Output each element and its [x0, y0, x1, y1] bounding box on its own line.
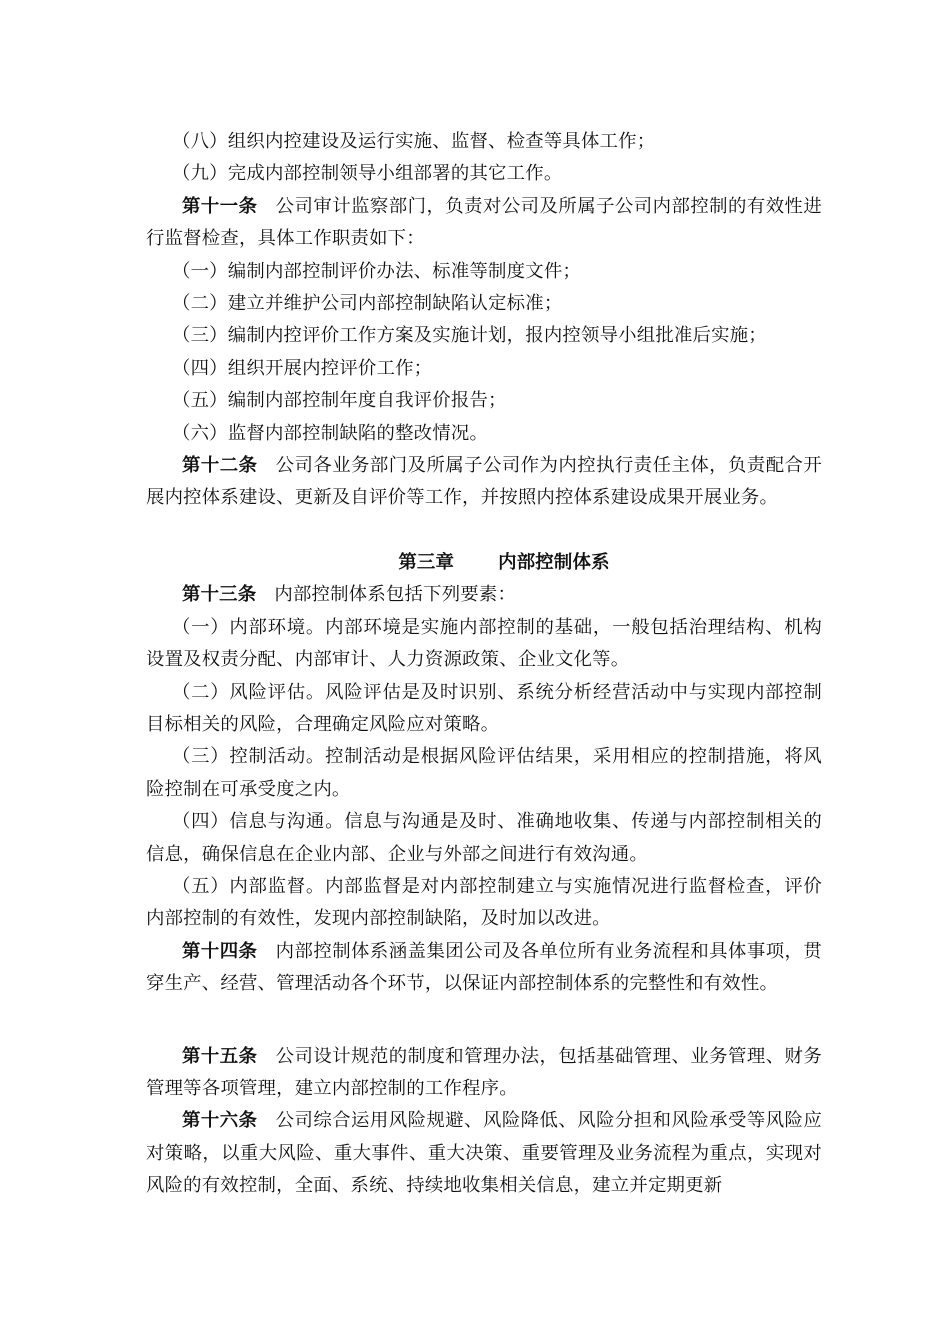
chapter-heading: [146, 547, 822, 579]
article-label: 第十二条: [182, 455, 258, 477]
article-13: [146, 579, 822, 611]
paragraph: （八）组织内控建设及运行实施、监督、检查等具体工作；: [172, 131, 656, 152]
document-page: [146, 126, 822, 1203]
article-16: [146, 1105, 822, 1202]
article-label: 第十四条: [182, 940, 258, 962]
chapter-number: 第三章: [398, 551, 455, 573]
list-item: （六）监督内部控制缺陷的整改情况。: [172, 422, 489, 444]
article-text: 内部控制体系包括下列要素：: [274, 584, 517, 606]
article-text: 公司综合运用风险规避、风险降低、风险分担和风险承受等风险应对策略，以重大风险、重大事件、重大决策、重要管理及业务流程为重点，实现对风险的有效控制，全面、系统、持续地收集相关信息，建立并定期更新: [146, 1110, 822, 1197]
article-12: [146, 450, 822, 515]
list-item: （二）风险评估。风险评估是及时识别、系统分析经营活动中与实现内部控制目标相关的风险，合理确定风险应对策略。: [146, 681, 822, 735]
article-text: 公司设计规范的制度和管理办法，包括基础管理、业务管理、财务管理等各项管理，建立内部控制的工作程序。: [146, 1045, 822, 1099]
list-item: （五）内部监督。内部监督是对内部控制建立与实施情况进行监督检查，评价内部控制的有效性，发现内部控制缺陷，及时加以改进。: [146, 875, 822, 930]
list-item: （五）编制内部控制年度自我评价报告；: [172, 390, 507, 412]
article-text: 公司各业务部门及所属子公司作为内控执行责任主体，负责配合开展内控体系建设、更新及自评价等工作，并按照内控体系建设成果开展业务。: [146, 455, 822, 509]
article-label: 第十五条: [182, 1045, 258, 1067]
list-item: （二）建立并维护公司内部控制缺陷认定标准；: [172, 293, 563, 315]
list-item: （一）内部环境。内部环境是实施内部控制的基础，一般包括治理结构、机构设置及权责分配、内部审计、人力资源政策、企业文化等。: [146, 616, 822, 671]
article-label: 第十三条: [182, 584, 257, 606]
article-text: 内部控制体系涵盖集团公司及各单位所有业务流程和具体事项，贯穿生产、经营、管理活动各个环节，以保证内部控制体系的完整性和有效性。: [146, 940, 822, 995]
list-item: （四）组织开展内控评价工作；: [172, 357, 433, 379]
list-item: （一）编制内部控制评价办法、标准等制度文件；: [172, 260, 581, 282]
paragraph: （九）完成内部控制领导小组部署的其它工作。: [172, 163, 563, 185]
list-item: （四）信息与沟通。信息与沟通是及时、准确地收集、传递与内部控制相关的信息，确保信息在企业内部、企业与外部之间进行有效沟通。: [146, 811, 822, 865]
article-11: [146, 191, 822, 256]
spacer: [146, 515, 822, 547]
article-15: [146, 1041, 822, 1106]
article-text: 公司审计监察部门，负责对公司及所属子公司内部控制的有效性进行监督检查，具体工作职责如下：: [146, 195, 822, 250]
spacer: [146, 1001, 822, 1041]
article-label: 第十一条: [182, 195, 258, 217]
article-14: [146, 936, 822, 1001]
list-item: （三）控制活动。控制活动是根据风险评估结果，采用相应的控制措施，将风险控制在可承受度之内。: [146, 746, 822, 800]
list-item: （三）编制内控评价工作方案及实施计划，报内控领导小组批准后实施；: [172, 325, 767, 347]
chapter-title: 内部控制体系: [498, 551, 610, 573]
article-label: 第十六条: [182, 1110, 258, 1132]
